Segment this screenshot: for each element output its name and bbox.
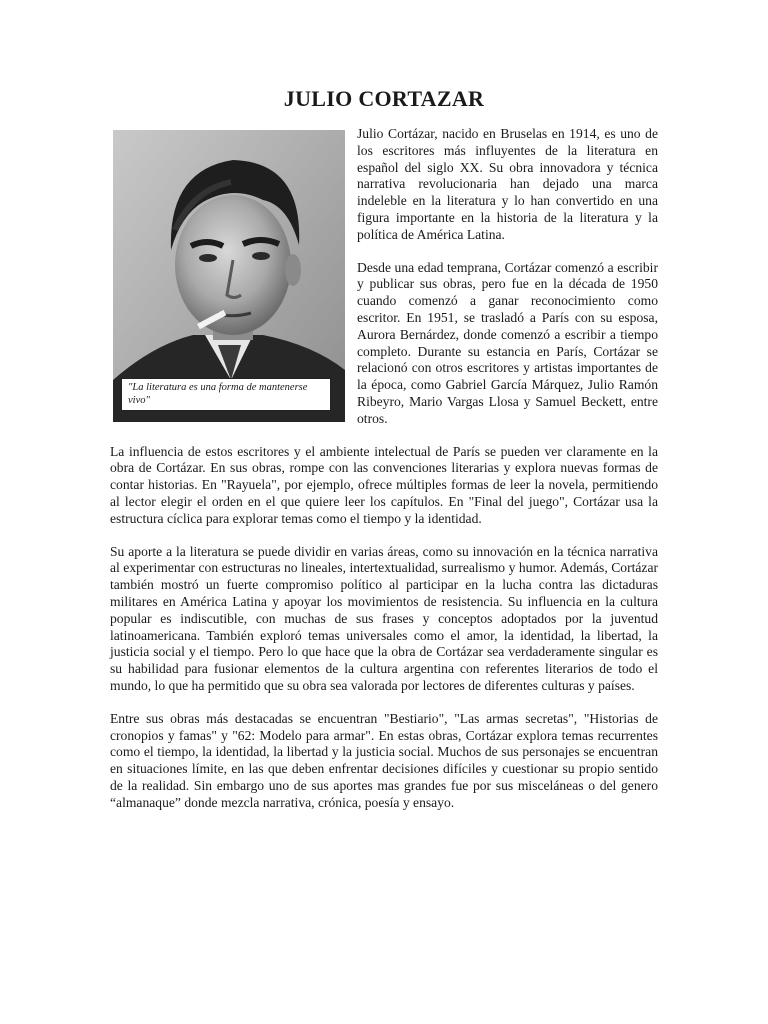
- page-title: JULIO CORTAZAR: [283, 86, 485, 111]
- paragraph: Entre sus obras más destacadas se encuentran "Bestiario", "Las armas secretas", "Historias de cronopios y famas" y "62: Modelo para armar". En estas obras, Cortázar explora temas recurrentes como el tiempo, la identidad, la libertad y la justicia social. Muchos de sus personajes se encuentran en situaciones límite, en las que deben enfrentar decisiones difíciles y cuestionar su propio sentido de la realidad. Sin embargo uno de sus aportes mas grandes fue por sus misceláneas o del genero “almanaque” donde mezcla narrativa, crónica, poesía y ensayo.: [110, 710, 658, 810]
- photo-caption: "La literatura es una forma de mantenerse vivo": [121, 378, 331, 411]
- paragraph: Su aporte a la literatura se puede dividir en varias áreas, como su innovación en la técnica narrativa al experimentar con estructuras no lineales, intertextualidad, surrealismo y humor. Además, Cortázar también mostró un fuerte compromiso político al participar en la lucha contra las dictaduras militares en América Latina y apoyar los movimientos de resistencia. Su influencia en la cultura popular es indiscutible, con muchas de sus frases y conceptos adoptados por la juventud latinoamericana. También exploró temas universales como el amor, la identidad, la libertad, la justicia social y el tiempo. Pero lo que hace que la obra de Cortázar sea verdaderamente singular es su habilidad para fusionar elementos de la cultura argentina con referentes literarios de todo el mundo, lo que ha permitido que su obra sea valorada por lectores de diferentes culturas y países.: [110, 543, 658, 693]
- paragraph: Julio Cortázar, nacido en Bruselas en 1914, es uno de los escritores más influyentes de la literatura en español del siglo XX. Su obra innovadora y técnica narrativa revolucionaria han dejado una marca indeleble en la literatura y lo han convertido en una figura importante en la historia de la literatura y la política de América Latina.: [357, 126, 658, 242]
- article-body: [110, 126, 658, 827]
- paragraph: La influencia de estos escritores y el ambiente intelectual de París se pueden ver claramente en la obra de Cortázar. En sus obras, rompe con las convenciones literarias y explora nuevas formas de contar historias. En "Rayuela", por ejemplo, ofrece múltiples formas de leer la novela, permitiendo al lector elegir el orden en el que quiere leer los capítulos. En "Final del juego", Cortázar usa la estructura cíclica para explorar temas como el tiempo y la identidad.: [110, 443, 658, 526]
- portrait-figure: [113, 130, 345, 422]
- paragraph: Desde una edad temprana, Cortázar comenzó a escribir y publicar sus obras, pero fue en la década de 1950 cuando comenzó a ganar reconocimiento como escritor. En 1951, se trasladó a París con su esposa, Aurora Bernárdez, donde comenzó a escribir a tiempo completo. Durante su estancia en París, Cortázar se relacionó con otros escritores y artistas importantes de la época, como Gabriel García Márquez, Julio Ramón Ribeyro, Mario Vargas Llosa y Samuel Beckett, entre otros.: [357, 259, 658, 426]
